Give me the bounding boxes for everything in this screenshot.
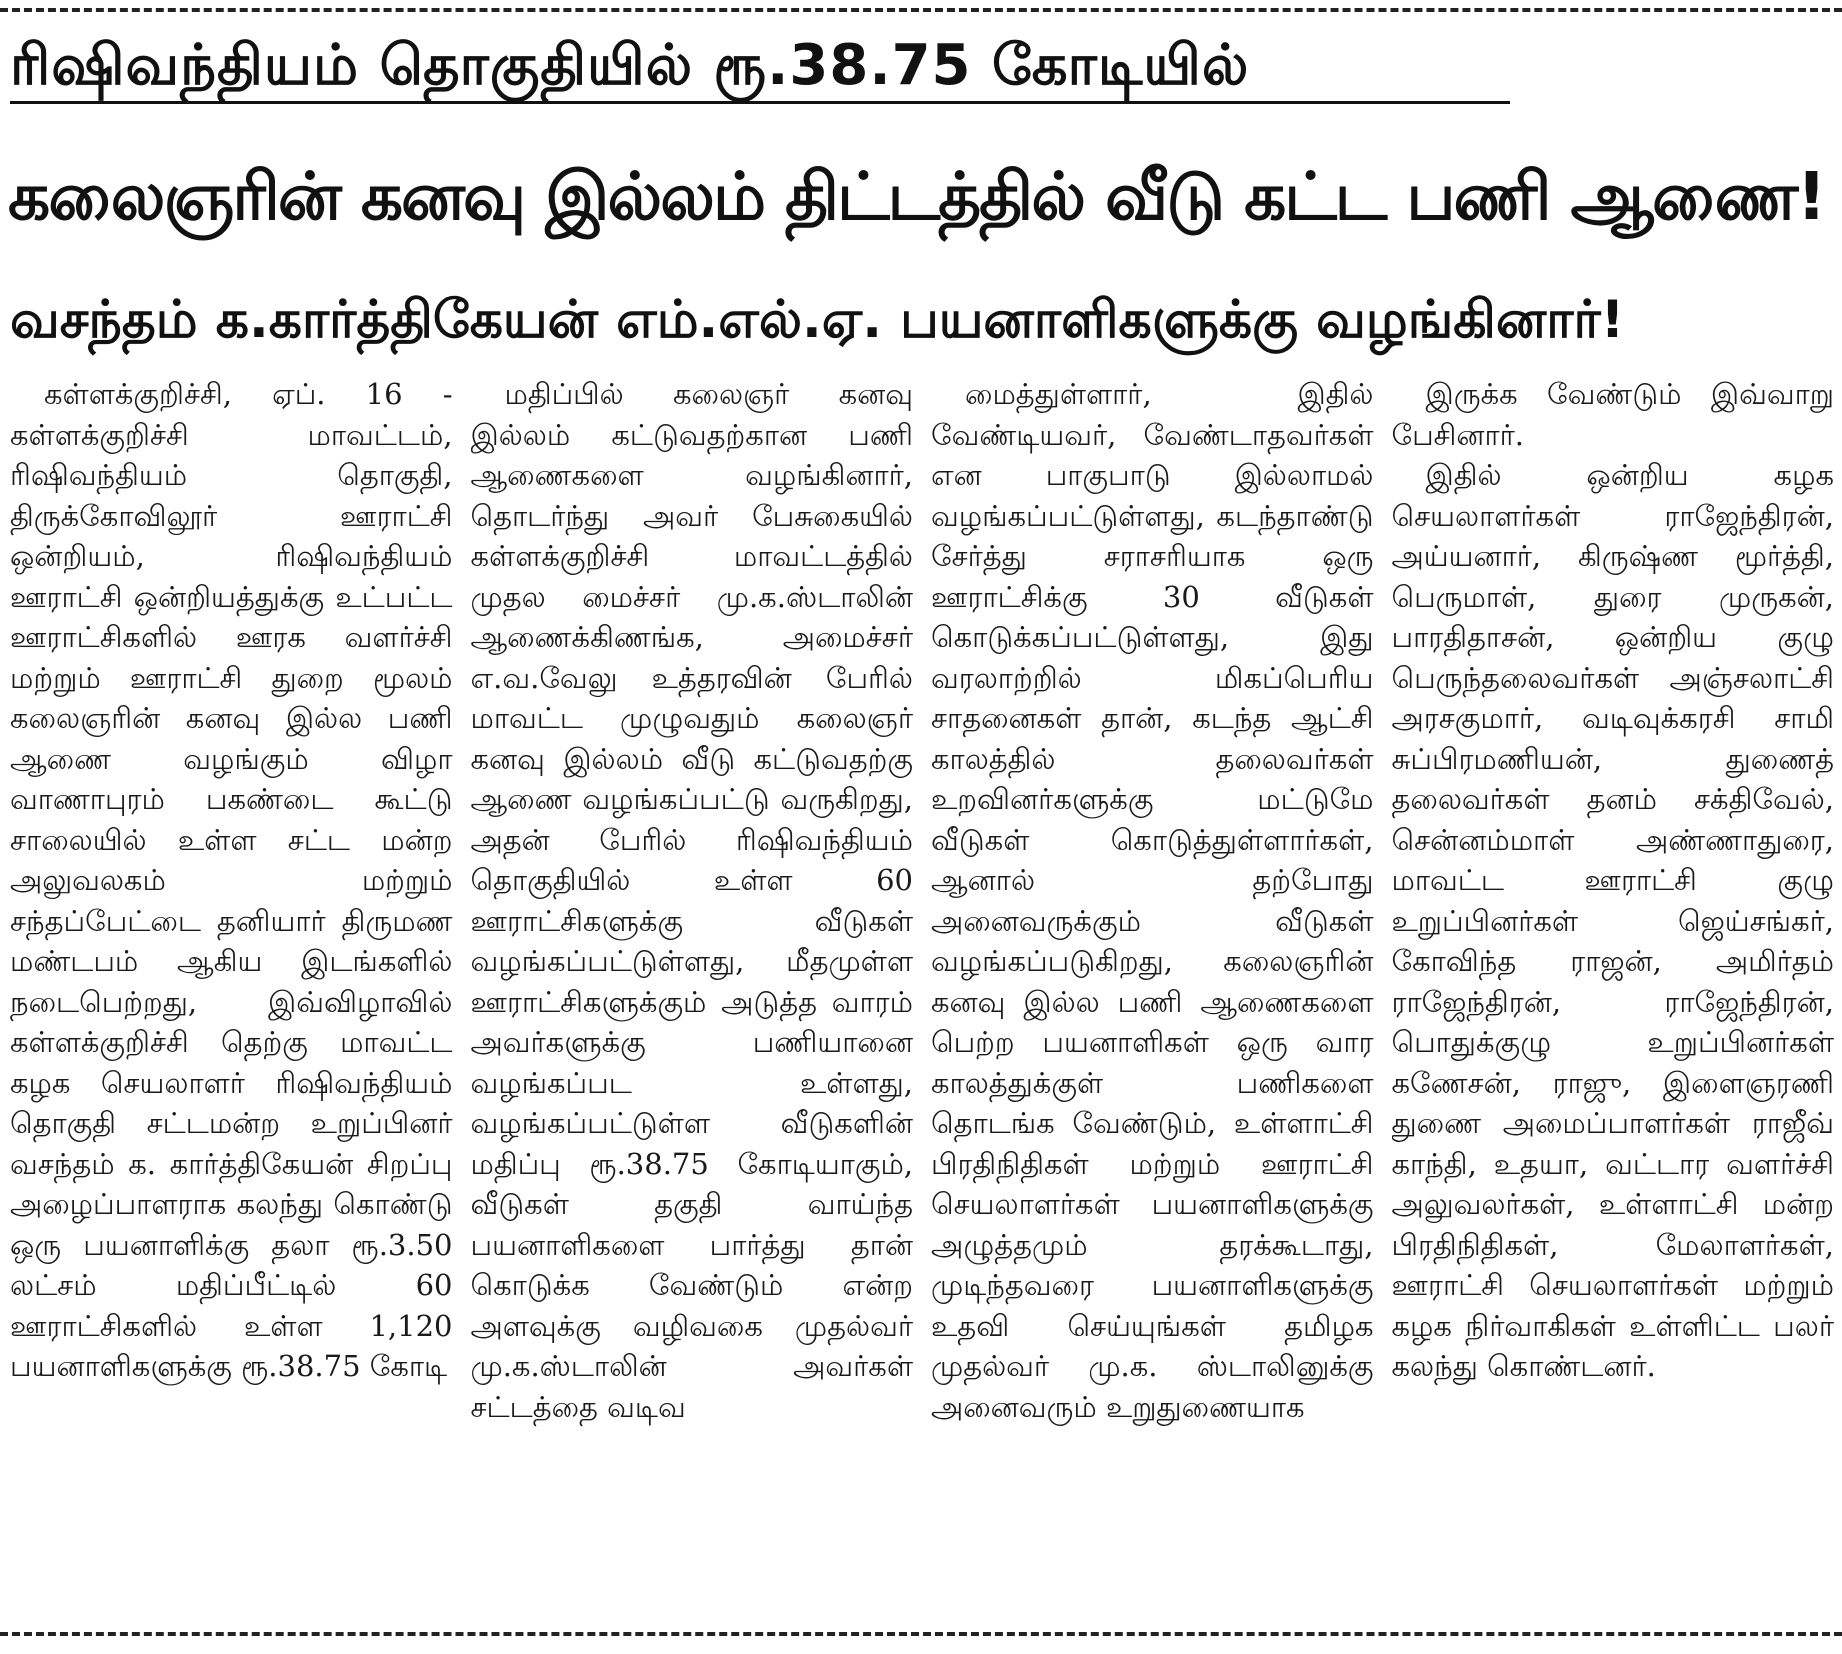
column-paragraph: கள்ளக்குறிச்சி, ஏப். 16 - கள்ளக்குறிச்சி மாவட்டம், ரிஷிவந்தியம் தொகுதி, திருக்கோவிலூர் ஊராட்சி ஒன்றியம், ரிஷிவந்தியம் ஊராட்சி ஒன்றியத்துக்கு உட்பட்ட ஊராட்சிகளில் ஊரக வளர்ச்சி மற்றும் ஊராட்சி துறை மூலம் கலைஞரின் கனவு இல்ல பணி ஆணை வழங்கும் விழா வாணாபுரம் பகண்டை கூட்டு சாலையில் உள்ள சட்ட மன்ற அலுவலகம் மற்றும் சந்தப்பேட்டை தனியார் திருமண மண்டபம் ஆகிய இடங்களில் நடைபெற்றது, இவ்விழாவில் கள்ளக்குறிச்சி தெற்கு மாவட்ட கழக செயலாளர் ரிஷிவந்தியம் தொகுதி சட்டமன்ற உறுப்பினர் வசந்தம் க. கார்த்திகேயன் சிறப்பு அழைப்பாளராக கலந்து கொண்டு ஒரு பயனாளிக்கு தலா ரூ.3.50 லட்சம் மதிப்பீட்டில் 60 ஊராட்சிகளில் உள்ள 1,120 பயனாளிகளுக்கு ரூ.38.75 கோடி bbox=[10, 377, 453, 1383]
bottom-dashed-border bbox=[0, 1632, 1842, 1636]
article-column-3 bbox=[931, 374, 1374, 1612]
article-body bbox=[10, 374, 1834, 1612]
column-paragraph: இதில் ஒன்றிய கழக செயலாளர்கள் ராஜேந்திரன், அய்யனார், கிருஷ்ண மூர்த்தி, பெருமாள், துரை முருகன், பாரதிதாசன், ஒன்றிய குழு பெருந்தலைவர்கள் அஞ்சலாட்சி அரசகுமார், வடிவுக்கரசி சாமி சுப்பிரமணியன், துணைத் தலைவர்கள் தனம் சக்திவேல், சென்னம்மாள் அண்ணாதுரை, மாவட்ட ஊராட்சி குழு உறுப்பினர்கள் ஜெய்சங்கர், கோவிந்த ராஜன், அமிர்தம் ராஜேந்திரன், ராஜேந்திரன், பொதுக்குழு உறுப்பினர்கள் கணேசன், ராஜு, இளைஞரணி துணை அமைப்பாளர்கள் ராஜீவ் காந்தி, உதயா, வட்டார வளர்ச்சி அலுவலர்கள், உள்ளாட்சி மன்ற பிரதிநிதிகள், மேலாளர்கள், ஊராட்சி செயலாளர்கள் மற்றும் கழக நிர்வாகிகள் உள்ளிட்ட பலர் கலந்து கொண்டனர். bbox=[1391, 458, 1834, 1383]
article-column-1 bbox=[10, 374, 453, 1612]
article-headline: கலைஞரின் கனவு இல்லம் திட்டத்தில் வீடு கட்ட பணி ஆணை! bbox=[8, 158, 1825, 235]
article-column-2 bbox=[471, 374, 914, 1612]
kicker-underline bbox=[10, 101, 1510, 104]
column-paragraph: மதிப்பில் கலைஞர் கனவு இல்லம் கட்டுவதற்கான பணி ஆணைகளை வழங்கினார், தொடர்ந்து அவர் பேசுகையில் கள்ளக்குறிச்சி மாவட்டத்தில் முதல மைச்சர் மு.க.ஸ்டாலின் ஆணைக்கிணங்க, அமைச்சர் எ.வ.வேலு உத்தரவின் பேரில் மாவட்ட முழுவதும் கலைஞர் கனவு இல்லம் வீடு கட்டுவதற்கு ஆணை வழங்கப்பட்டு வருகிறது, அதன் பேரில் ரிஷிவந்தியம் தொகுதியில் உள்ள 60 ஊராட்சிகளுக்கு வீடுகள் வழங்கப்பட்டுள்ளது, மீதமுள்ள ஊராட்சிகளுக்கும் அடுத்த வாரம் அவர்களுக்கு பணியானை வழங்கப்பட உள்ளது, வழங்கப்பட்டுள்ள வீடுகளின் மதிப்பு ரூ.38.75 கோடியாகும், வீடுகள் தகுதி வாய்ந்த பயனாளிகளை பார்த்து தான் கொடுக்க வேண்டும் என்ற அளவுக்கு வழிவகை முதல்வர் மு.க.ஸ்டாலின் அவர்கள் சட்டத்தை வடிவ bbox=[470, 377, 913, 1424]
kicker-text: ரிஷிவந்தியம் தொகுதியில் ரூ.38.75 கோடியில் bbox=[10, 33, 1250, 98]
column-paragraph: இருக்க வேண்டும் இவ்வாறு பேசினார். bbox=[1391, 377, 1834, 452]
top-dashed-border bbox=[0, 8, 1842, 12]
column-paragraph: மைத்துள்ளார், இதில் வேண்டியவர், வேண்டாதவர்கள் என பாகுபாடு இல்லாமல் வழங்கப்பட்டுள்ளது, கடந்தாண்டு சேர்த்து சராசரியாக ஒரு ஊராட்சிக்கு 30 வீடுகள் கொடுக்கப்பட்டுள்ளது, இது வரலாற்றில் மிகப்பெரிய சாதனைகள் தான், கடந்த ஆட்சி காலத்தில் தலைவர்கள் உறவினர்களுக்கு மட்டுமே வீடுகள் கொடுத்துள்ளார்கள், ஆனால் தற்போது அனைவருக்கும் வீடுகள் வழங்கப்படுகிறது, கலைஞரின் கனவு இல்ல பணி ஆணைகளை பெற்ற பயனாளிகள் ஒரு வார காலத்துக்குள் பணிகளை தொடங்க வேண்டும், உள்ளாட்சி பிரதிநிதிகள் மற்றும் ஊராட்சி செயலாளர்கள் பயனாளிகளுக்கு அழுத்தமும் தரக்கூடாது, முடிந்தவரை பயனாளிகளுக்கு உதவி செய்யுங்கள் தமிழக முதல்வர் மு.க. ஸ்டாலினுக்கு அனைவரும் உறுதுணையாக bbox=[931, 377, 1374, 1424]
article-subheadline: வசந்தம் க.கார்த்திகேயன் எம்.எல்.ஏ. பயனாளிகளுக்கு வழங்கினார்! bbox=[10, 290, 1625, 350]
article-column-4 bbox=[1392, 374, 1835, 1612]
